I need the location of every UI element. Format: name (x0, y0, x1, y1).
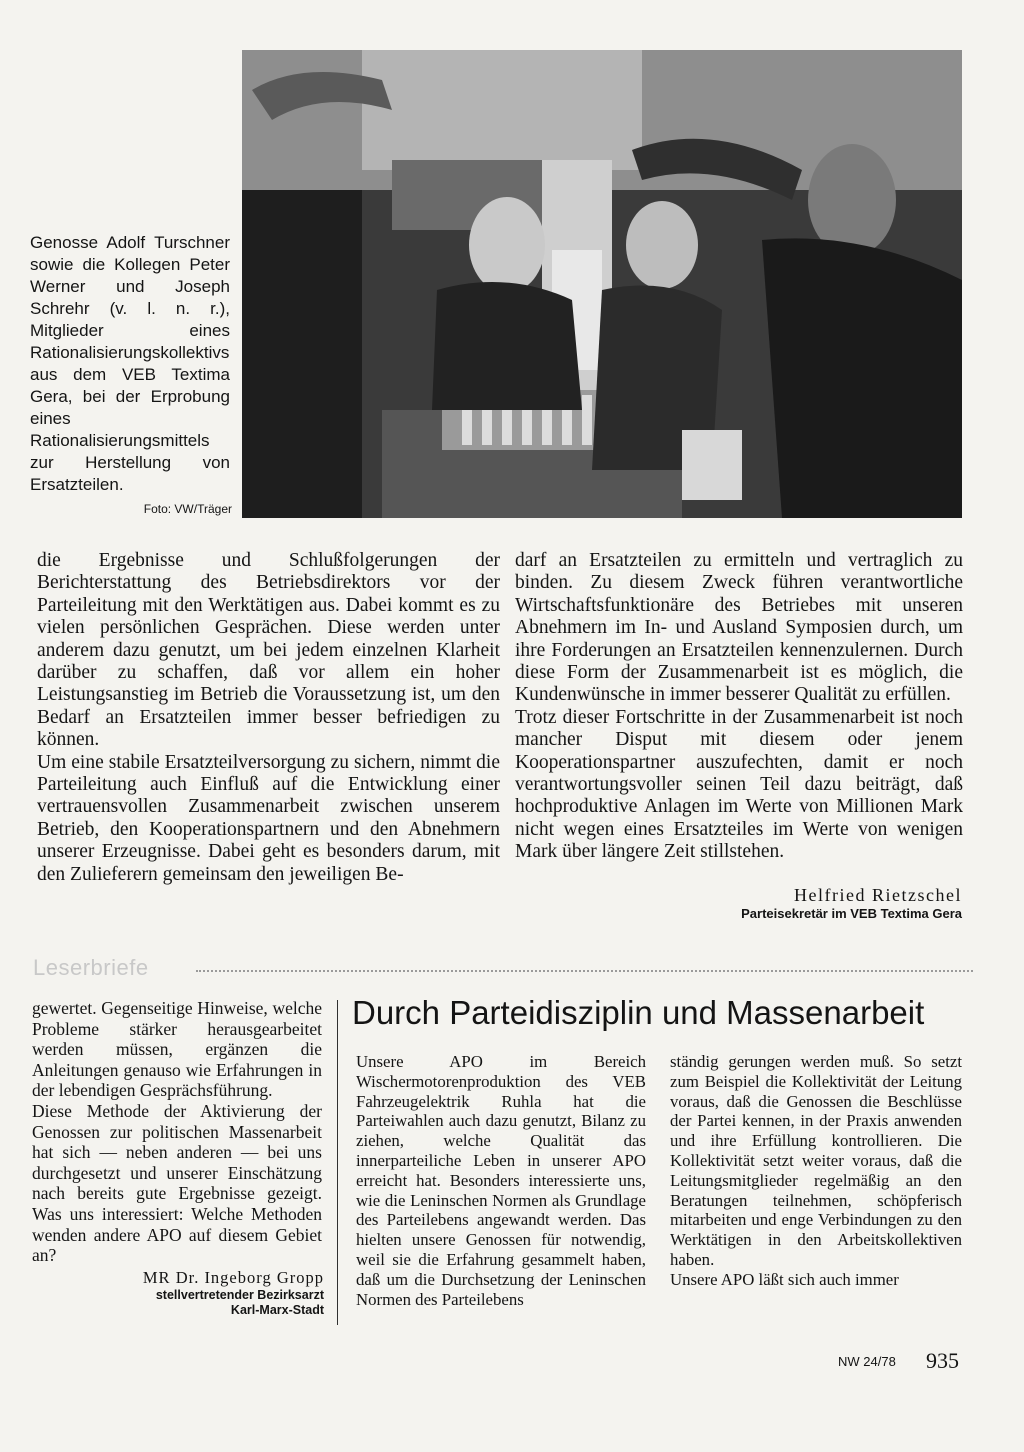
paragraph: darf an Ersatzteilen zu ermitteln und vertraglich zu binden. Zu diesem Zweck führen verantwortliche Wirtschaftsfunktionäre des Betriebes mit unseren Abnehmern im In- und Ausland Symposien durch, um ihre Forderungen an Ersatzteilen kennenzulernen. Durch diese Form der Zusammenarbeit ist es möglich, die Kundenwünsche in immer besserer Qualität zu erfüllen. (515, 550, 963, 706)
letter-column-a (356, 1052, 646, 1309)
page-number: 935 (926, 1348, 959, 1373)
issue-number: NW 24/78 (838, 1354, 896, 1369)
paragraph: Diese Methode der Aktivierung der Genossen zur politischen Massenarbeit hat sich — neben anderen — bei uns durchgesetzt und unserer Einschätzung nach bereits gute Ergebnisse gezeigt. Was uns interessiert: Welche Methoden wenden andere APO auf diesem Gebiet an? (32, 1100, 322, 1266)
paragraph: gewertet. Gegenseitige Hinweise, welche Probleme stärker herausgearbeitet werden müssen, ergänzen die Anleitungen genauso wie Erfahrungen in der lebendigen Gesprächsführung. (32, 998, 322, 1101)
author-location: Karl-Marx-Stadt (230, 1303, 324, 1317)
letter-column (32, 998, 322, 1266)
article-signature (600, 884, 962, 922)
author-role: stellvertretender Bezirksarzt (155, 1288, 324, 1302)
paragraph: ständig gerungen werden muß. So setzt zum Beispiel die Kollektivität der Leitung voraus, daß die Genossen die Beschlüsse der Partei kennen, in der Praxis anwenden und ihre Erfüllung kontrollieren. Die Kollektivität setzt weiter voraus, daß die Leitungsmitglieder regelmäßig an den Beratungen teilnehmen, schöpferisch mitarbeiten und enge Verbindungen zu den Werktätigen in den Arbeitskollektiven haben. (670, 1052, 962, 1269)
paragraph: Trotz dieser Fortschritte in der Zusammenarbeit ist noch mancher Disput mit diesem oder jenem Kooperationspartner auszufechten, damit er noch verantwortungsvoller seinen Teil dazu beiträgt, daß hochproduktive Anlagen im Werte von Millionen Mark nicht wegen eines Ersatzteiles im Werte von wenigen Mark über längere Zeit stillstehen. (515, 706, 963, 863)
paragraph: Unsere APO läßt sich auch immer (670, 1269, 899, 1289)
letter-column-b (670, 1052, 962, 1290)
letter-signature (32, 1268, 324, 1318)
paragraph: Um eine stabile Ersatzteilversorgung zu sichern, nimmt die Parteileitung auch Einfluß auf die Entwicklung einer vertrauensvollen Zusammenarbeit zwischen unserem Betrieb, den Kooperationspartnern und den Abnehmern unserer Erzeugnisse. Dabei geht es besonders darum, mit den Zulieferern gemeinsam den jeweiligen Be- (37, 751, 500, 885)
section-header (33, 955, 973, 979)
photo-credit: Foto: VW/Träger (143, 502, 232, 516)
section-label: Leserbriefe (33, 955, 149, 980)
author-name: Helfried Rietzschel (794, 885, 962, 905)
letter-headline: Durch Parteidisziplin und Massenarbeit (352, 994, 925, 1031)
photo-caption: Genosse Adolf Turschner sowie die Kollegen Peter Werner und Joseph Schrehr (v. l. n. r.), Mitglieder eines Rationalisierungskollektivs aus dem VEB Textima Gera, bei der Erprobung eines Rationalisierungsmittels zur Herstellung von Ersatzteilen. (30, 233, 230, 494)
paragraph: Unsere APO im Bereich Wischermotorenproduktion des VEB Fahrzeugelektrik Ruhla hat die Parteiwahlen auch dazu genutzt, Bilanz zu ziehen, welche Qualität das innerparteiliche Leben in unserer APO erreicht hat. Besonders interessierte uns, wie die Leninschen Normen als Grundlage des Parteilebens angewandt werden. Das hielten unsere Genossen für notwendig, weil sie die Erfahrung gesammelt haben, daß um die Durchsetzung der Leninschen Normen des Parteilebens (356, 1052, 646, 1309)
author-name: MR Dr. Ingeborg Gropp (142, 1268, 324, 1287)
article-column-right (515, 550, 963, 864)
photo-icon (242, 50, 962, 518)
paragraph: die Ergebnisse und Schlußfolgerungen der Berichterstattung des Betriebsdirektors vor der Parteileitung mit den Werktätigen aus. Dabei kommt es zu vielen persönlichen Gesprächen. Diese werden unter anderem dazu genutzt, um bei jedem einzelnen Klarheit darüber zu schaffen, daß vor allem ein hoher Leistungsanstieg im Betrieb die Voraussetzung ist, um den Bedarf an Ersatzteilen immer besser befriedigen zu können. (37, 550, 500, 751)
section-rule (196, 970, 973, 972)
column-divider (337, 1000, 338, 1325)
author-role: Parteisekretär im VEB Textima Gera (741, 906, 962, 921)
article-photo (242, 50, 962, 518)
article-column-left (37, 550, 500, 886)
